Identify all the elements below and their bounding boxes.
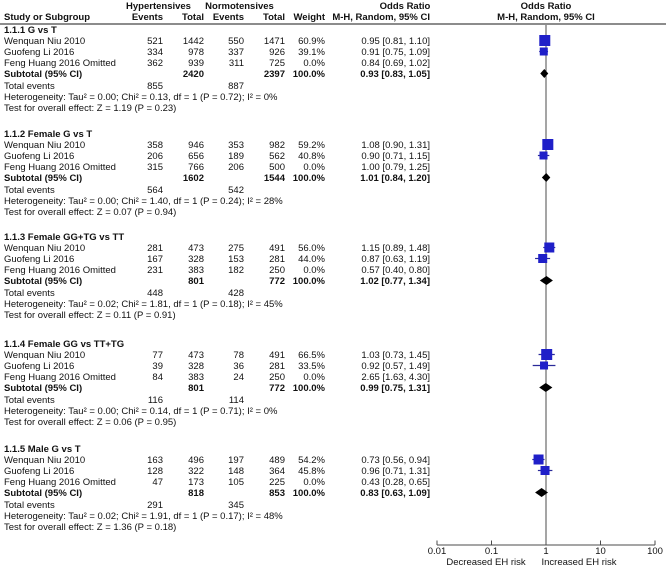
heterogeneity-text: Heterogeneity: Tau² = 0.02; Chi² = 1.91, df = 1 (P = 0.17); I² = 48% xyxy=(4,511,283,522)
total-hypertensives: 978 xyxy=(188,47,204,58)
heterogeneity-text: Heterogeneity: Tau² = 0.02; Chi² = 1.81, df = 1 (P = 0.18); I² = 45% xyxy=(4,299,283,310)
study-name: Wenquan Niu 2010 xyxy=(4,36,86,47)
weight-value: 0.0% xyxy=(303,372,325,383)
overall-effect-text: Test for overall effect: Z = 1.19 (P = 0.23) xyxy=(4,103,177,114)
events-normotensives: 153 xyxy=(228,254,244,265)
or-square-marker xyxy=(541,466,550,475)
overall-effect-text: Test for overall effect: Z = 0.11 (P = 0.91) xyxy=(4,310,176,321)
column-header-method-text: M-H, Random, 95% CI xyxy=(332,12,430,23)
events-normotensives: 148 xyxy=(228,466,244,477)
total-normotensives: 562 xyxy=(269,151,285,162)
x-tick-label: 0.1 xyxy=(484,546,499,557)
total-normotensives: 250 xyxy=(269,372,285,383)
total-normotensives: 725 xyxy=(269,58,285,69)
events-normotensives: 206 xyxy=(228,162,244,173)
weight-value: 59.2% xyxy=(298,140,325,151)
events-hypertensives: 281 xyxy=(147,243,163,254)
subgroup-title: 1.1.4 Female GG vs TT+TG xyxy=(4,339,125,350)
events-hypertensives: 362 xyxy=(147,58,163,69)
heterogeneity-text: Heterogeneity: Tau² = 0.00; Chi² = 0.13, df = 1 (P = 0.72); I² = 0% xyxy=(4,92,278,103)
weight-value: 40.8% xyxy=(298,151,325,162)
total-hypertensives: 328 xyxy=(188,254,204,265)
odds-ratio-ci-text: 0.43 [0.28, 0.65] xyxy=(361,477,430,488)
odds-ratio-ci-text: 1.15 [0.89, 1.48] xyxy=(361,243,430,254)
events-hypertensives: 315 xyxy=(147,162,163,173)
subtotal-odds-ratio-text: 0.83 [0.63, 1.09] xyxy=(360,488,430,499)
or-square-marker xyxy=(539,35,550,46)
weight-value: 0.0% xyxy=(303,162,325,173)
weight-value: 0.0% xyxy=(303,58,325,69)
axis-label-increased-risk: Increased EH risk xyxy=(541,557,617,568)
column-header-odds-ratio-plot: Odds Ratio xyxy=(520,1,572,12)
or-square-marker xyxy=(540,152,548,160)
total-events-label: Total events xyxy=(4,288,55,299)
total-hypertensives: 939 xyxy=(188,58,204,69)
odds-ratio-ci-text: 2.65 [1.63, 4.30] xyxy=(361,372,430,383)
column-header-group-normotensives: Normotensives xyxy=(205,1,274,12)
subtotal-weight: 100.0% xyxy=(292,276,325,287)
column-header-total-normotensives: Total xyxy=(263,12,285,23)
subtotal-label: Subtotal (95% CI) xyxy=(4,69,83,80)
events-hypertensives: 167 xyxy=(147,254,163,265)
total-events-normotensives: 887 xyxy=(228,81,244,92)
total-hypertensives: 496 xyxy=(188,455,204,466)
events-normotensives: 36 xyxy=(233,361,244,372)
total-hypertensives: 383 xyxy=(188,265,204,276)
subtotal-label: Subtotal (95% CI) xyxy=(4,488,83,499)
events-hypertensives: 358 xyxy=(147,140,163,151)
total-hypertensives: 322 xyxy=(188,466,204,477)
study-name: Feng Huang 2016 Omitted xyxy=(4,58,116,69)
weight-value: 0.0% xyxy=(303,477,325,488)
subtotal-total-normotensives: 1544 xyxy=(263,173,285,184)
study-name: Feng Huang 2016 Omitted xyxy=(4,265,116,276)
odds-ratio-ci-text: 1.08 [0.90, 1.31] xyxy=(361,140,430,151)
events-normotensives: 182 xyxy=(228,265,244,276)
column-header-events-normotensives: Events xyxy=(212,12,244,23)
total-events-hypertensives: 116 xyxy=(147,395,163,406)
heterogeneity-text: Heterogeneity: Tau² = 0.00; Chi² = 1.40, df = 1 (P = 0.24); I² = 28% xyxy=(4,196,283,207)
total-hypertensives: 1442 xyxy=(182,36,204,47)
total-hypertensives: 656 xyxy=(188,151,204,162)
subtotal-total-hypertensives: 2420 xyxy=(182,69,204,80)
weight-value: 54.2% xyxy=(298,455,325,466)
study-name: Guofeng Li 2016 xyxy=(4,254,75,265)
subtotal-weight: 100.0% xyxy=(292,383,325,394)
or-square-marker xyxy=(540,48,548,56)
total-events-label: Total events xyxy=(4,500,55,511)
overall-effect-text: Test for overall effect: Z = 1.36 (P = 0.18) xyxy=(4,522,177,533)
or-square-marker xyxy=(540,362,548,370)
total-normotensives: 926 xyxy=(269,47,285,58)
total-events-normotensives: 428 xyxy=(228,288,244,299)
or-square-marker xyxy=(541,349,552,360)
study-name: Wenquan Niu 2010 xyxy=(4,455,86,466)
column-header-weight: Weight xyxy=(293,12,325,23)
column-header-odds-ratio-text: Odds Ratio xyxy=(379,1,431,12)
subtotal-total-hypertensives: 818 xyxy=(188,488,204,499)
weight-value: 44.0% xyxy=(298,254,325,265)
events-normotensives: 353 xyxy=(228,140,244,151)
subtotal-diamond xyxy=(540,276,553,285)
weight-value: 33.5% xyxy=(298,361,325,372)
total-normotensives: 491 xyxy=(269,350,285,361)
odds-ratio-ci-text: 1.03 [0.73, 1.45] xyxy=(361,350,430,361)
axis-label-decreased-risk: Decreased EH risk xyxy=(446,557,526,568)
events-normotensives: 24 xyxy=(233,372,244,383)
odds-ratio-ci-text: 0.57 [0.40, 0.80] xyxy=(361,265,430,276)
weight-value: 0.0% xyxy=(303,265,325,276)
total-hypertensives: 473 xyxy=(188,350,204,361)
subtotal-odds-ratio-text: 1.02 [0.77, 1.34] xyxy=(360,276,430,287)
subtotal-label: Subtotal (95% CI) xyxy=(4,383,83,394)
subtotal-weight: 100.0% xyxy=(292,488,325,499)
total-hypertensives: 946 xyxy=(188,140,204,151)
total-normotensives: 489 xyxy=(269,455,285,466)
total-hypertensives: 473 xyxy=(188,243,204,254)
or-square-marker xyxy=(538,254,547,263)
total-normotensives: 982 xyxy=(269,140,285,151)
weight-value: 56.0% xyxy=(298,243,325,254)
total-normotensives: 225 xyxy=(269,477,285,488)
heterogeneity-text: Heterogeneity: Tau² = 0.00; Chi² = 0.14, df = 1 (P = 0.71); I² = 0% xyxy=(4,406,278,417)
total-events-label: Total events xyxy=(4,185,55,196)
total-hypertensives: 173 xyxy=(188,477,204,488)
total-normotensives: 1471 xyxy=(263,36,285,47)
subtotal-total-hypertensives: 1602 xyxy=(182,173,204,184)
weight-value: 60.9% xyxy=(298,36,325,47)
events-hypertensives: 128 xyxy=(147,466,163,477)
subgroup-title: 1.1.3 Female GG+TG vs TT xyxy=(4,232,125,243)
subgroup-title: 1.1.2 Female G vs T xyxy=(4,129,93,140)
study-name: Guofeng Li 2016 xyxy=(4,361,75,372)
total-normotensives: 500 xyxy=(269,162,285,173)
total-normotensives: 364 xyxy=(269,466,285,477)
subtotal-weight: 100.0% xyxy=(292,173,325,184)
odds-ratio-ci-text: 0.87 [0.63, 1.19] xyxy=(361,254,430,265)
total-normotensives: 281 xyxy=(269,361,285,372)
subtotal-label: Subtotal (95% CI) xyxy=(4,276,83,287)
subtotal-total-normotensives: 853 xyxy=(269,488,285,499)
subgroup-title: 1.1.1 G vs T xyxy=(4,25,57,36)
subtotal-weight: 100.0% xyxy=(292,69,325,80)
odds-ratio-ci-text: 0.92 [0.57, 1.49] xyxy=(361,361,430,372)
total-events-hypertensives: 564 xyxy=(147,185,163,196)
odds-ratio-ci-text: 0.95 [0.81, 1.10] xyxy=(361,36,430,47)
study-name: Feng Huang 2016 Omitted xyxy=(4,477,116,488)
events-hypertensives: 231 xyxy=(147,265,163,276)
overall-effect-text: Test for overall effect: Z = 0.07 (P = 0.94) xyxy=(4,207,177,218)
column-header-total-hypertensives: Total xyxy=(182,12,204,23)
events-hypertensives: 47 xyxy=(152,477,163,488)
x-tick-label: 100 xyxy=(647,546,663,557)
total-events-hypertensives: 448 xyxy=(147,288,163,299)
or-square-marker xyxy=(544,243,554,253)
total-normotensives: 250 xyxy=(269,265,285,276)
odds-ratio-ci-text: 0.84 [0.69, 1.02] xyxy=(361,58,430,69)
study-name: Wenquan Niu 2010 xyxy=(4,350,86,361)
study-name: Wenquan Niu 2010 xyxy=(4,243,86,254)
subtotal-total-normotensives: 772 xyxy=(269,276,285,287)
subtotal-diamond xyxy=(540,69,548,78)
events-hypertensives: 77 xyxy=(152,350,163,361)
subtotal-diamond xyxy=(539,383,552,392)
subtotal-total-hypertensives: 801 xyxy=(188,383,204,394)
subtotal-odds-ratio-text: 0.99 [0.75, 1.31] xyxy=(360,383,430,394)
odds-ratio-ci-text: 1.00 [0.79, 1.25] xyxy=(361,162,430,173)
odds-ratio-ci-text: 0.91 [0.75, 1.09] xyxy=(361,47,430,58)
events-normotensives: 189 xyxy=(228,151,244,162)
events-normotensives: 311 xyxy=(228,58,244,69)
events-hypertensives: 39 xyxy=(152,361,163,372)
subtotal-total-hypertensives: 801 xyxy=(188,276,204,287)
or-square-marker xyxy=(542,139,553,150)
subtotal-odds-ratio-text: 0.93 [0.83, 1.05] xyxy=(360,69,430,80)
total-hypertensives: 383 xyxy=(188,372,204,383)
x-tick-label: 10 xyxy=(595,546,606,557)
events-normotensives: 197 xyxy=(228,455,244,466)
events-hypertensives: 163 xyxy=(147,455,163,466)
column-header-group-hypertensives: Hypertensives xyxy=(126,1,191,12)
study-name: Feng Huang 2016 Omitted xyxy=(4,372,116,383)
total-events-hypertensives: 291 xyxy=(147,500,163,511)
or-square-marker xyxy=(534,455,544,465)
study-name: Guofeng Li 2016 xyxy=(4,466,75,477)
subtotal-total-normotensives: 2397 xyxy=(263,69,285,80)
x-tick-label: 0.01 xyxy=(427,546,447,557)
subtotal-diamond xyxy=(542,173,550,182)
events-hypertensives: 334 xyxy=(147,47,163,58)
events-normotensives: 337 xyxy=(228,47,244,58)
weight-value: 66.5% xyxy=(298,350,325,361)
weight-value: 39.1% xyxy=(298,47,325,58)
odds-ratio-ci-text: 0.90 [0.71, 1.15] xyxy=(361,151,430,162)
events-hypertensives: 521 xyxy=(147,36,163,47)
events-normotensives: 78 xyxy=(233,350,244,361)
study-name: Feng Huang 2016 Omitted xyxy=(4,162,116,173)
subtotal-total-normotensives: 772 xyxy=(269,383,285,394)
study-name: Guofeng Li 2016 xyxy=(4,151,75,162)
subtotal-label: Subtotal (95% CI) xyxy=(4,173,83,184)
events-normotensives: 105 xyxy=(228,477,244,488)
total-events-label: Total events xyxy=(4,395,55,406)
study-name: Wenquan Niu 2010 xyxy=(4,140,86,151)
total-hypertensives: 766 xyxy=(188,162,204,173)
events-hypertensives: 206 xyxy=(147,151,163,162)
total-events-normotensives: 345 xyxy=(228,500,244,511)
subgroup-title: 1.1.5 Male G vs T xyxy=(4,444,81,455)
total-normotensives: 281 xyxy=(269,254,285,265)
events-hypertensives: 84 xyxy=(152,372,163,383)
column-header-events-hypertensives: Events xyxy=(131,12,163,23)
overall-effect-text: Test for overall effect: Z = 0.06 (P = 0.95) xyxy=(4,417,177,428)
study-name: Guofeng Li 2016 xyxy=(4,47,75,58)
events-normotensives: 550 xyxy=(228,36,244,47)
weight-value: 45.8% xyxy=(298,466,325,477)
total-hypertensives: 328 xyxy=(188,361,204,372)
total-events-normotensives: 542 xyxy=(228,185,244,196)
odds-ratio-ci-text: 0.73 [0.56, 0.94] xyxy=(361,455,430,466)
events-normotensives: 275 xyxy=(228,243,244,254)
x-tick-label: 1 xyxy=(543,546,549,557)
total-events-label: Total events xyxy=(4,81,55,92)
subtotal-odds-ratio-text: 1.01 [0.84, 1.20] xyxy=(360,173,430,184)
total-events-normotensives: 114 xyxy=(228,395,244,406)
total-normotensives: 491 xyxy=(269,243,285,254)
column-header-study: Study or Subgroup xyxy=(4,12,91,23)
odds-ratio-ci-text: 0.96 [0.71, 1.31] xyxy=(361,466,430,477)
column-header-method-plot: M-H, Random, 95% CI xyxy=(497,12,595,23)
total-events-hypertensives: 855 xyxy=(147,81,163,92)
